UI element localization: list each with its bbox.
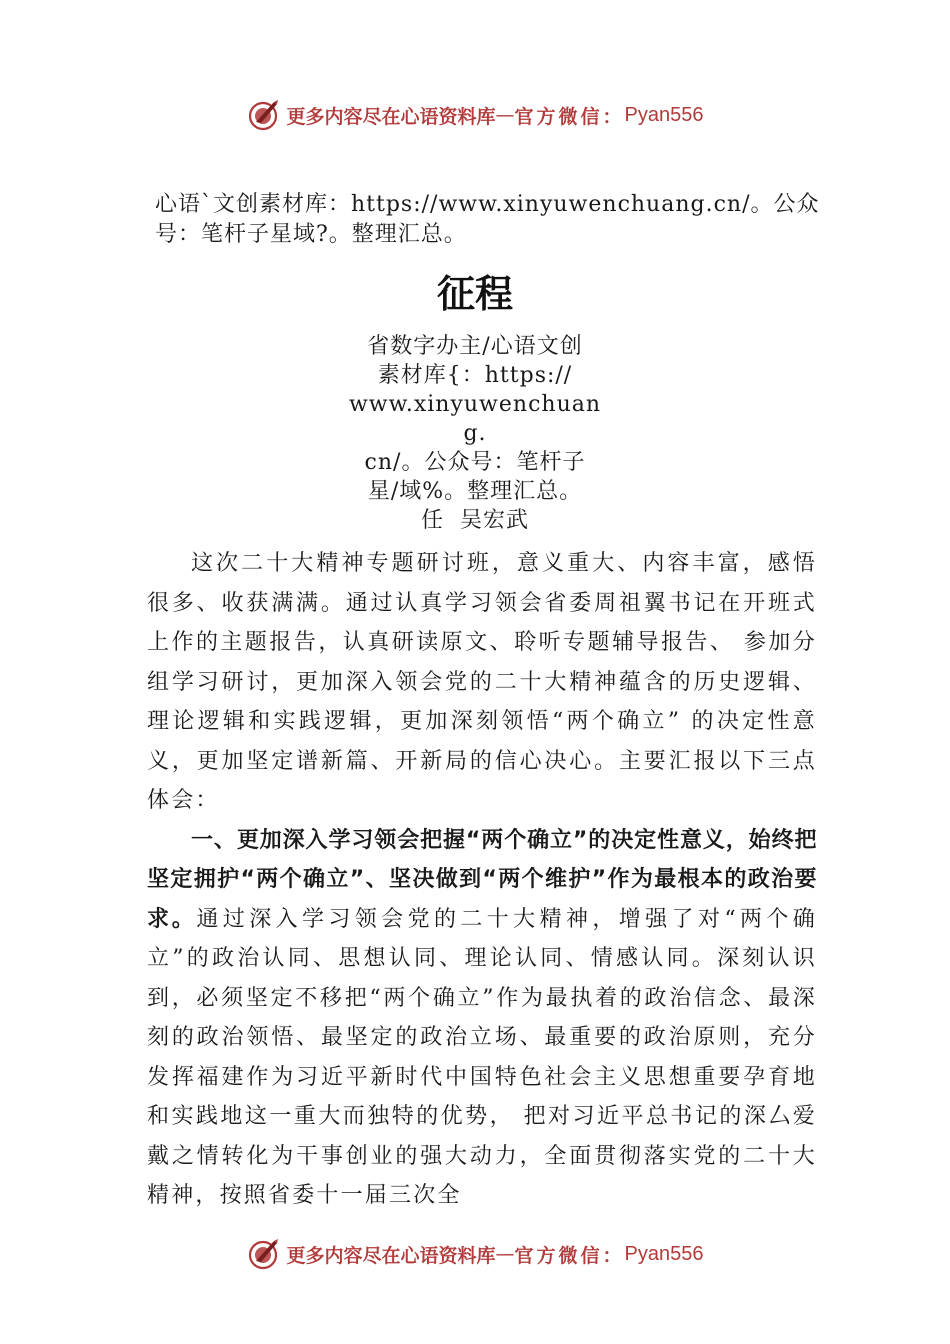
banner-wechat-id: Pyan556: [624, 103, 704, 126]
banner-dash: —: [495, 1243, 515, 1265]
page-title: 征程: [436, 272, 513, 316]
banner-dash: —: [495, 104, 515, 126]
banner-wechat-label: 官方微信：: [514, 1244, 625, 1267]
section-body: 通过深入学习领会党的二十大精神，增强了对“两个确立”的政治认同、思想认同、理论认同、情感认同。深刻认识到，必须坚定不移把“两个确立”作为最执着的政治信念、最深刻的政治领悟、最坚定的政治立场、最重要的政治原则，充分发挥福建作为习近平新时代中国特色社会主义思想重要孕育地和实践地这一重大而独特的优势， 把对习近平总书记的深厶爱戴之情转化为干事创业的强大动力，全面贯彻落实党的二十大精神，按照省委十一届三次全: [147, 906, 817, 1208]
banner-wechat-label: 官方微信：: [514, 105, 625, 128]
article-body: [147, 544, 817, 1216]
byline-line: cn/。公众号：笔杆子: [364, 450, 586, 475]
byline-line: 任 吴宏武: [421, 508, 529, 533]
header-banner: [0, 95, 950, 135]
section-heading: 一、更加深入学习领会把握“两个确立”的决定性意义，始终把坚定拥护“两个确立”、坚决做到“两个维护”作为最根本的政治要求。: [147, 827, 817, 932]
banner-wechat-id: Pyan556: [624, 1242, 704, 1265]
byline-line: 素材库{：https://: [377, 363, 573, 388]
byline-line: 星/域%。整理汇总。: [367, 479, 583, 504]
footer-banner: [0, 1234, 950, 1274]
banner-text: 更多内容尽在心语资料库: [286, 1244, 496, 1267]
banner-text: 更多内容尽在心语资料库: [286, 105, 496, 128]
source-notice: 心语`文创素材库：https://www.xinyuwenchuang.cn/。公众号：笔杆子星域?。整理汇总。: [155, 192, 820, 247]
paragraph-section-1: [147, 821, 817, 1216]
quill-logo-icon: [247, 1237, 281, 1271]
quill-logo-icon: [247, 98, 281, 132]
author-byline: [340, 332, 610, 535]
byline-line: 省数字办主/心语文创: [367, 334, 583, 359]
paragraph-intro: 这次二十大精神专题研讨班，意义重大、内容丰富，感悟很多、收获满满。通过认真学习领会省委周祖翼书记在开班式上作的主题报告，认真研读原文、聆听专题辅导报告、 参加分组学习研讨，更加深入领会党的二十大精神蕴含的历史逻辑、理论逻辑和实践逻辑，更加深刻领悟“两个确立” 的决定性意义，更加坚定谱新篇、开新局的信心决心。主要汇报以下三点体会：: [147, 551, 817, 813]
byline-line: www.xinyuwenchuang.: [348, 392, 602, 446]
